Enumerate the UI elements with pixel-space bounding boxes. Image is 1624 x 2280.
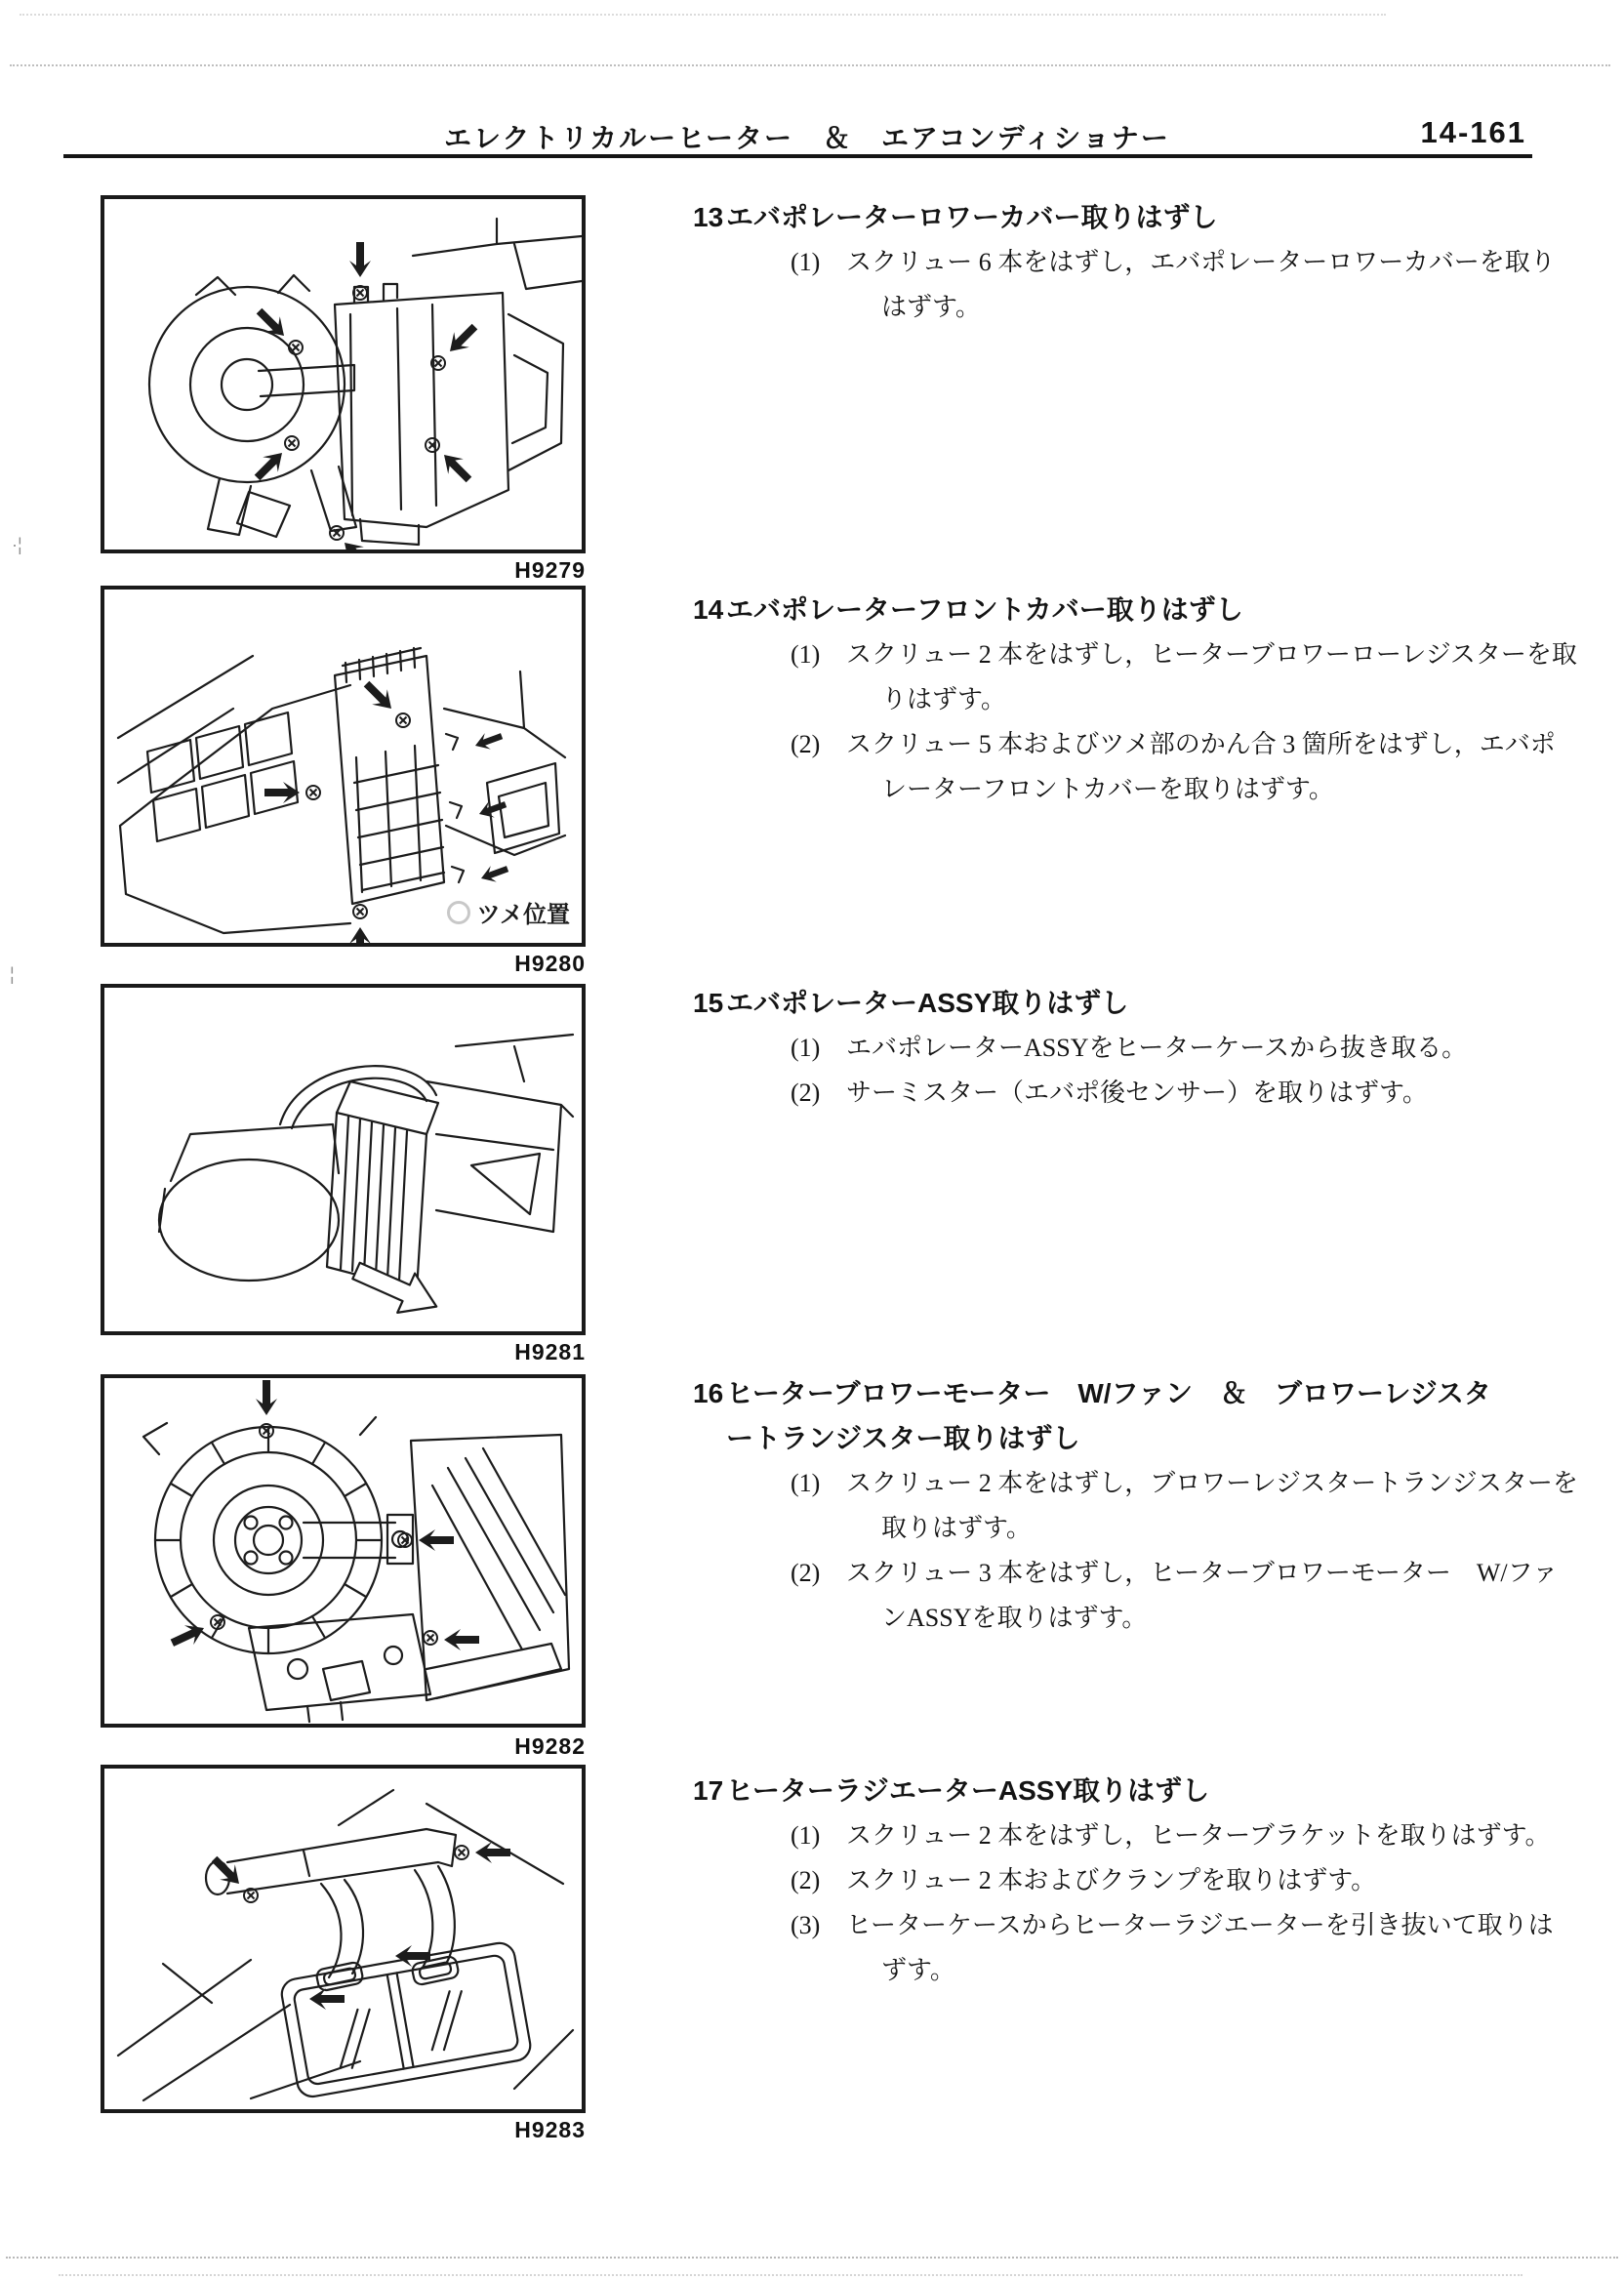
screw-arrow-icon xyxy=(264,782,300,803)
screw-icon xyxy=(306,786,320,799)
figure-code: H9279 xyxy=(514,557,586,583)
section-title: エバポレーターフロントカバー取りはずし xyxy=(726,594,1243,625)
step xyxy=(689,1551,1567,1641)
screw-arrow-icon xyxy=(349,242,371,277)
screw-arrow-icon xyxy=(436,447,476,487)
screw-icon xyxy=(455,1846,468,1859)
step xyxy=(689,1858,1567,1903)
screw-arrow-icon xyxy=(359,676,399,716)
step-text: サーミスター（エバポ後センサー）を取りはずす。 xyxy=(846,1079,1428,1107)
figure-panel-1 xyxy=(101,195,586,583)
section-title: エバポレーターロワーカバー取りはずし xyxy=(726,202,1218,232)
screw-arrow-icon xyxy=(168,1618,209,1652)
section-heading xyxy=(689,1769,1567,1813)
step-text: スクリュー 2 本をはずし，ブロワーレジスタートランジスターを取りはずす。 xyxy=(846,1469,1578,1542)
tab-arrow-icon xyxy=(478,861,510,886)
step-text: スクリュー 2 本およびクランプを取りはずす。 xyxy=(846,1866,1377,1894)
figure-panel-5 xyxy=(101,1765,586,2142)
screw-icon xyxy=(426,438,439,452)
section-number: 17 xyxy=(693,1775,724,1806)
step-label: (1) xyxy=(791,640,821,669)
page-number: 14-161 xyxy=(1420,115,1526,149)
scan-dot-line-top xyxy=(10,64,1610,66)
step-text: スクリュー 5 本およびツメ部のかん合 3 箇所をはずし，エバポレーターフロントカバーを取りはずす。 xyxy=(846,730,1556,803)
header-rule xyxy=(63,154,1532,158)
figure5-lineart xyxy=(118,1790,573,2100)
figure3-lineart xyxy=(159,1035,573,1326)
step-text: エバポレーターASSYをヒーターケースから抜き取る。 xyxy=(846,1034,1468,1062)
screw-arrow-icon xyxy=(349,927,371,943)
clamp-arrow-icon xyxy=(309,1988,345,2010)
section-heading xyxy=(689,588,1567,632)
step-text: スクリュー 2 本をはずし，ヒーターブラケットを取りはずす。 xyxy=(846,1821,1551,1850)
scan-dot-line-bottom-faint xyxy=(59,2274,1522,2276)
evaporator-front-cover-figure xyxy=(104,590,582,943)
step xyxy=(689,1026,1567,1071)
scan-speck: ¦ xyxy=(10,964,15,984)
step-text: スクリュー 3 本をはずし，ヒーターブロワーモーター W/ファンASSYを取りはずす。 xyxy=(846,1559,1559,1632)
step xyxy=(689,722,1567,812)
screw-arrow-icon xyxy=(444,1629,479,1650)
screw-icon xyxy=(330,526,344,540)
step-label: (2) xyxy=(791,1866,821,1894)
heater-radiator-figure xyxy=(104,1769,582,2109)
tab-position-label: ツメ位置 xyxy=(476,902,570,928)
figure-code: H9280 xyxy=(514,951,586,976)
figure-panel-4 xyxy=(101,1374,586,1759)
blower-motor-fan-figure xyxy=(104,1378,582,1724)
screw-arrow-icon xyxy=(256,1380,277,1415)
screw-icon xyxy=(285,436,299,450)
evaporator-assy-figure xyxy=(104,988,582,1331)
step xyxy=(689,1461,1578,1551)
step-text: スクリュー 2 本をはずし，ヒーターブロワーローレジスターを取りはずす。 xyxy=(846,640,1577,713)
step-label: (1) xyxy=(791,248,821,276)
pull-direction-arrow-icon xyxy=(347,1251,445,1326)
section-title: ヒーターブロワーモーター W/ファン ＆ ブロワーレジスタートランジスター取りはずし xyxy=(726,1378,1491,1453)
section-number: 15 xyxy=(693,988,724,1018)
step-text: スクリュー 6 本をはずし，エバポレーターロワーカバーを取りはずす。 xyxy=(846,248,1556,321)
figure4-lineart xyxy=(143,1417,569,1722)
screw-icon xyxy=(424,1631,437,1645)
figure-code: H9282 xyxy=(514,1733,586,1759)
screw-arrow-icon xyxy=(442,319,482,359)
section-15 xyxy=(689,981,1567,1116)
screw-arrow-icon xyxy=(207,1852,247,1892)
figure-panel-3 xyxy=(101,984,586,1364)
tab-position-icon xyxy=(447,901,470,924)
section-16 xyxy=(689,1371,1578,1641)
step-label: (1) xyxy=(791,1821,821,1850)
section-title: ヒーターラジエーターASSY取りはずし xyxy=(726,1775,1210,1806)
screw-icon xyxy=(353,905,367,918)
step xyxy=(689,1071,1567,1116)
screw-arrow-icon xyxy=(419,1529,454,1551)
section-heading xyxy=(689,1371,1567,1461)
step xyxy=(689,1813,1567,1858)
step xyxy=(689,240,1567,330)
scan-speck: ·¦ xyxy=(12,535,22,554)
step xyxy=(689,1903,1567,1993)
step-label: (1) xyxy=(791,1469,821,1497)
screw-icon xyxy=(396,713,410,727)
section-14 xyxy=(689,588,1577,812)
figure-code: H9281 xyxy=(514,1339,586,1364)
section-number: 13 xyxy=(693,202,724,232)
section-13 xyxy=(689,195,1567,330)
evaporator-lower-cover-figure xyxy=(104,199,582,550)
step-label: (2) xyxy=(791,1079,821,1107)
scan-dot-line-bottom xyxy=(6,2257,1618,2259)
figure2-lineart xyxy=(118,648,565,933)
hose-clamp-icon xyxy=(411,1955,460,1985)
step xyxy=(689,632,1577,722)
tab-arrow-icon xyxy=(476,796,508,822)
scan-dot-line-top-faint xyxy=(20,14,1386,16)
step-text: ヒーターケースからヒーターラジエーターを引き抜いて取りはずす。 xyxy=(846,1911,1554,1984)
page-title: エレクトリカルーヒーター ＆ エアコンディショナー xyxy=(444,123,1170,153)
step-label: (2) xyxy=(791,730,821,758)
tab-position-callout xyxy=(447,895,570,929)
figure-code: H9283 xyxy=(514,2117,586,2142)
section-17 xyxy=(689,1769,1567,1993)
figure-panel-2 xyxy=(101,586,586,976)
step-label: (1) xyxy=(791,1034,821,1062)
section-heading xyxy=(689,981,1567,1026)
step-label: (2) xyxy=(791,1559,821,1587)
screw-arrow-icon xyxy=(252,304,292,344)
section-number: 14 xyxy=(693,594,724,625)
section-heading xyxy=(689,195,1567,240)
step-label: (3) xyxy=(791,1911,821,1939)
section-number: 16 xyxy=(693,1378,724,1408)
screw-arrow-icon xyxy=(475,1842,510,1863)
tab-arrow-icon xyxy=(472,728,505,753)
section-title: エバポレーターASSY取りはずし xyxy=(726,988,1129,1018)
